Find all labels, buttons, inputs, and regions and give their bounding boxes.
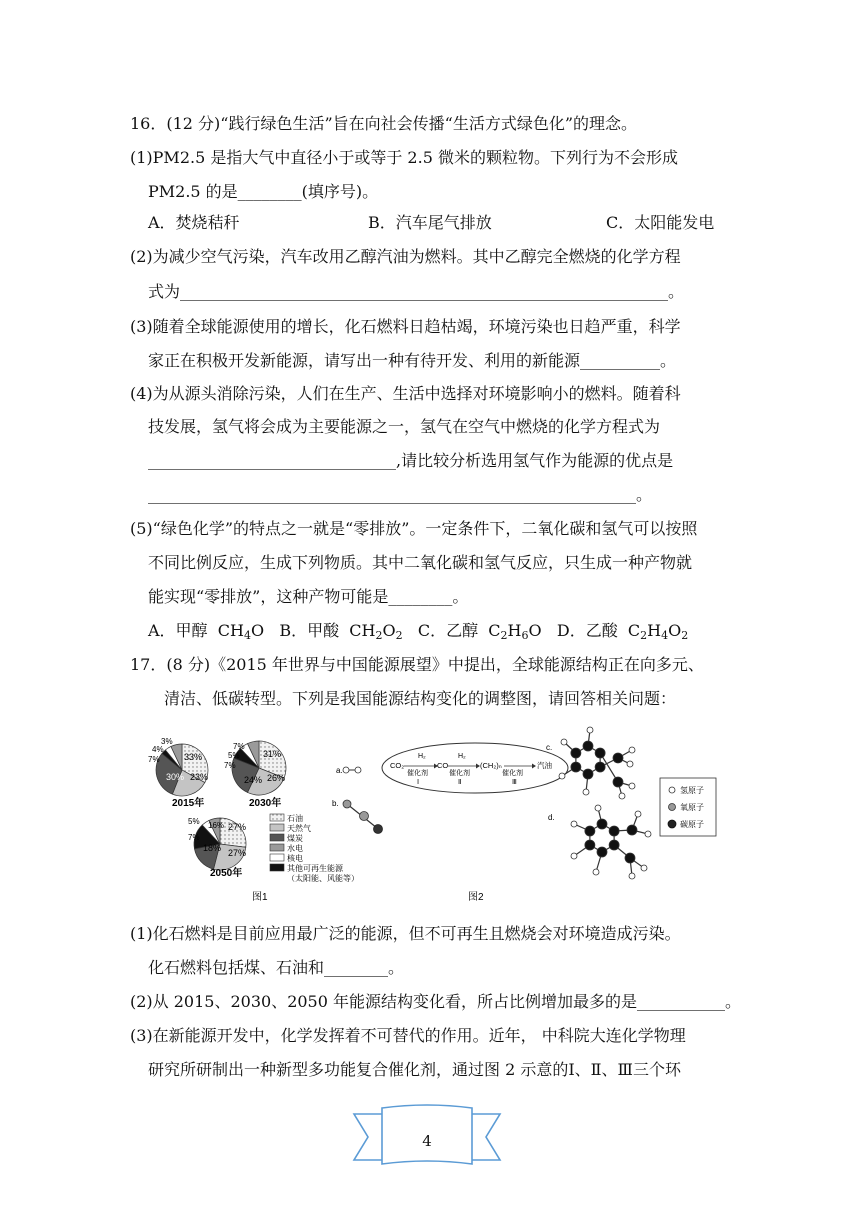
fig2-stage-1: Ⅰ xyxy=(417,779,420,786)
pie-2050-label-oil: 27% xyxy=(228,822,247,832)
pie-2015-year: 2015年 xyxy=(172,798,205,809)
pie-2050-label-renew: 16% xyxy=(208,821,225,830)
q17-1-text-cont: 化石燃料包括煤、石油和________。 xyxy=(148,958,405,977)
pie-2050-year: 2050年 xyxy=(210,868,243,879)
carbon-monoxide-molecule-icon xyxy=(343,800,383,834)
figure2 xyxy=(332,727,716,903)
legend-swatch-nuclear xyxy=(270,854,284,861)
fig2-label-c: c. xyxy=(546,743,553,752)
legend-swatch-oil xyxy=(270,814,284,821)
q16-1-option-c: C．太阳能发电 xyxy=(606,213,715,232)
pie-2015-label-renew: 3% xyxy=(161,737,173,746)
q17-stem: 17．(8 分)《2015 年世界与中国能源展望》中提出，全球能源结构正在向多元、 xyxy=(130,655,704,674)
q17-2-text: (2)从 2015、2030、2050 年能源结构变化看，所占比例增加最多的是___________。 xyxy=(130,992,741,1011)
q16-5-options xyxy=(148,621,688,646)
q16-5-option-a: A．甲醇 $CH_4O$ xyxy=(148,621,265,642)
pie-2050-label-gas: 27% xyxy=(228,848,247,858)
fig2-co: CO xyxy=(437,761,449,770)
page-number: 4 xyxy=(422,1132,432,1150)
figure1-caption: 图1 xyxy=(252,892,268,903)
pie-2030-label-hydro: 7% xyxy=(224,761,236,770)
pie-2050-label-coal: 18% xyxy=(203,843,222,853)
legend-swatch-hydro xyxy=(270,844,284,851)
fig2-ch2n: (CH₂)ₙ xyxy=(480,761,502,770)
pie-2015-label-oil: 33% xyxy=(184,752,203,762)
pie-2015-label-coal: 30% xyxy=(166,772,185,782)
figures xyxy=(140,718,720,908)
q16-4-answer-line-2: _____________________________________________________________。 xyxy=(148,485,653,504)
legend-nuclear: 核电 xyxy=(287,854,303,863)
pie-2030-label-nuclear: 5% xyxy=(228,751,240,760)
q17-3-text-cont: 研究所研制出一种新型多功能复合催化剂，通过图 2 示意的Ⅰ、Ⅱ、Ⅲ三个环 xyxy=(148,1060,681,1079)
q16-3-text: (3)随着全球能源使用的增长，化石燃料日趋枯竭，环境污染也日趋严重，科学 xyxy=(130,317,681,336)
q16-1-option-a: A．焚烧秸秆 xyxy=(148,213,240,232)
legend-swatch-coal xyxy=(270,834,284,841)
legend-coal: 煤炭 xyxy=(287,834,303,843)
page-number-banner xyxy=(352,1104,502,1170)
q17-stem-cont: 清洁、低碳转型。下列是我国能源结构变化的调整图，请回答相关问题： xyxy=(164,689,677,708)
figure1 xyxy=(148,737,359,903)
fig2-stage-2: Ⅱ xyxy=(458,779,462,786)
pie-2015-label-gas: 23% xyxy=(190,772,209,782)
q16-2-answer-line: 式为_____________________________________________________________。 xyxy=(148,282,685,301)
legend-hydro: 水电 xyxy=(287,844,303,853)
fig2-catalyst-1: 催化剂 xyxy=(407,770,428,777)
fig2-stage-3: Ⅲ xyxy=(512,779,517,786)
q16-4-text: (4)为从源头消除污染，人们在生产、生活中选择对环境影响小的燃料。随着科 xyxy=(130,384,681,403)
q17-3-text: (3)在新能源开发中，化学发挥着不可替代的作用。近年， 中科院大连化学物理 xyxy=(130,1026,686,1045)
figure1-legend xyxy=(270,813,359,883)
pie-2015-label-hydro: 7% xyxy=(148,755,160,764)
hydrogen-atom-icon xyxy=(669,787,675,793)
q16-3-text-cont: 家正在积极开发新能源，请写出一种有待开发、利用的新能源__________。 xyxy=(148,351,677,370)
fig2-catalyst-2: 催化剂 xyxy=(449,770,470,777)
fig2-h2-b: H₂ xyxy=(458,753,466,760)
q16-4-text-cont: 技发展，氢气将会成为主要能源之一，氢气在空气中燃烧的化学方程式为 xyxy=(148,417,661,436)
fig2-label-b: b. xyxy=(332,799,339,808)
legend-renew: 其他可再生能源 xyxy=(287,864,343,873)
pie-2030-year: 2030年 xyxy=(249,798,282,809)
molecule-c-icon xyxy=(559,727,635,799)
legend-carbon: 碳原子 xyxy=(680,820,704,829)
legend-gas: 天然气 xyxy=(287,824,311,833)
oxygen-atom-icon xyxy=(669,804,676,811)
q16-5-text-cont-2: 能实现“零排放”，这种产物可能是________。 xyxy=(148,587,469,606)
q16-5-text-cont: 不同比例反应，生成下列物质。其中二氧化碳和氢气反应，只生成一种产物就 xyxy=(148,553,693,572)
q16-2-text: (2)为减少空气污染，汽车改用乙醇汽油为燃料。其中乙醇完全燃烧的化学方程 xyxy=(130,247,681,266)
pie-2030-label-gas: 26% xyxy=(267,773,286,783)
pie-2030-label-renew: 7% xyxy=(233,742,245,751)
fig2-label-d: d. xyxy=(548,813,555,822)
q16-5-option-b: B．甲酸 $CH_2O_2$ xyxy=(279,621,403,642)
legend-oil: 石油 xyxy=(287,814,303,823)
fig2-gasoline: 汽油 xyxy=(537,761,552,770)
q16-4-answer-line: _______________________________,请比较分析选用氢气作为能源的优点是 xyxy=(148,451,674,470)
legend-hydrogen: 氢原子 xyxy=(680,786,704,795)
hydrogen-molecule-icon xyxy=(343,767,361,773)
fig2-catalyst-3: 催化剂 xyxy=(502,770,523,777)
fig2-co2: CO₂ xyxy=(390,761,405,770)
q16-1-option-b: B．汽车尾气排放 xyxy=(368,213,492,232)
legend-swatch-renew xyxy=(270,864,284,871)
pie-2030-label-coal: 24% xyxy=(244,775,263,785)
molecule-d-icon xyxy=(571,805,651,879)
legend-swatch-gas xyxy=(270,824,284,831)
q17-1-text: (1)化石燃料是目前应用最广泛的能源，但不可再生且燃烧会对环境造成污染。 xyxy=(130,924,681,943)
q16-1-text: (1)PM2.5 是指大气中直径小于或等于 2.5 微米的颗粒物。下列行为不会形成 xyxy=(130,148,678,167)
pie-2050-label-nuclear: 5% xyxy=(188,817,200,826)
q16-5-option-d: D．乙酸 $C_2H_4O_2$ xyxy=(556,621,689,642)
fig2-label-a: a. xyxy=(336,766,343,775)
carbon-atom-icon xyxy=(668,820,676,828)
q16-5-text: (5)“绿色化学”的特点之一就是“零排放”。一定条件下，二氧化碳和氢气可以按照 xyxy=(130,519,698,538)
pie-2030-label-oil: 31% xyxy=(263,749,282,759)
q16-stem: 16．(12 分)“践行绿色生活”旨在向社会传播“生活方式绿色化”的理念。 xyxy=(130,114,638,133)
fig2-h2-a: H₂ xyxy=(418,753,426,760)
q16-1-text-cont: PM2.5 的是________(填序号)。 xyxy=(148,182,379,201)
pie-2050-label-hydro: 7% xyxy=(188,833,200,842)
q16-5-option-c: C．乙醇 $C_2H_6O$ xyxy=(417,621,542,642)
pie-2015-label-nuclear: 4% xyxy=(152,745,164,754)
figure2-legend xyxy=(660,778,716,836)
legend-renew-note: （太阳能、风能等） xyxy=(287,874,359,883)
legend-oxygen: 氧原子 xyxy=(680,803,704,812)
figure2-caption: 图2 xyxy=(468,892,484,903)
